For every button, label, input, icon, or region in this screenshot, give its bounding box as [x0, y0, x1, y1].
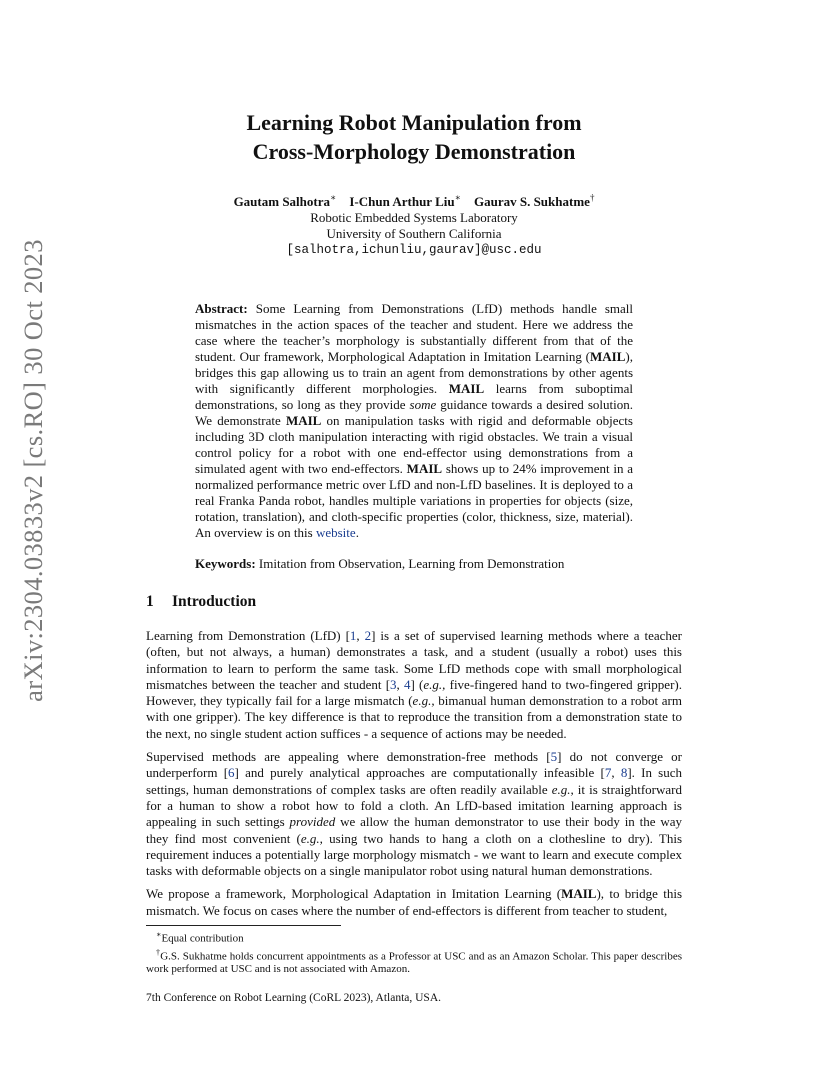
footnote-rule [146, 925, 341, 926]
section-number: 1 [146, 593, 154, 610]
abstract-bold: MAIL [406, 461, 443, 476]
abstract-label: Abstract: [195, 301, 248, 316]
author-names [146, 190, 682, 210]
text: ] do not converge or underperform [ [146, 749, 682, 781]
abstract-bold: MAIL [590, 349, 626, 364]
abstract-text: guidance towards a desired solution. We demonstrate [195, 397, 633, 428]
citation-link[interactable]: 2 [364, 628, 372, 643]
affiliation-university: University of Southern California [326, 226, 502, 242]
citation-link[interactable]: 5 [550, 749, 558, 765]
keywords-label: Keywords: [195, 556, 256, 571]
text: ] is a set of supervised learning methods where a teacher (often, but not always, a human) demonstrates a task, and a student (usually a robot) uses this information to learn to perform the same task. Some LfD methods cope with small morphological mismatches between the teacher and student [ [146, 628, 682, 692]
footnote [146, 928, 682, 946]
footnote [146, 946, 682, 977]
affiliation-lab: Robotic Embedded Systems Laboratory [310, 210, 518, 226]
text: five-fingered hand to two-fingered gripper). However, they typically fail for a large mismatch ( [146, 676, 682, 709]
italic-text: e.g., [412, 693, 435, 709]
author [349, 194, 460, 209]
keywords [195, 556, 633, 572]
paragraph-1 [146, 628, 682, 742]
text: using two hands to hang a cloth on a clothesline to dry). This requirement induces a potentially large morphology mismatch - we want to learn and execute complex tasks with deformable objects on a single manipulator robot using natural human demonstrations. [146, 830, 683, 879]
keywords-text: Imitation from Observation, Learning from Demonstration [255, 556, 565, 571]
abstract-text: ), bridges this gap allowing us to train an agent from demonstrations by other agents with significantly different morphologies. [195, 349, 633, 396]
conference-note: 7th Conference on Robot Learning (CoRL 2023), Atlanta, USA. [146, 992, 442, 1004]
citation-link[interactable]: 3 [390, 676, 397, 692]
author-mark: ∗ [329, 193, 337, 203]
abstract-text: Some Learning from Demonstrations (LfD) methods handle small mismatches in the action spaces of the teacher and student. Here we address the case where the teacher’s morphology is substantially different from that of the student. Our framework, Morphological Adaptation in Imitation Learning ( [195, 301, 633, 364]
italic-text: provided [289, 814, 336, 830]
citation-link[interactable]: 4 [404, 676, 411, 692]
author-name: Gautam Salhotra [233, 194, 330, 210]
author-name: Gaurav S. Sukhatme [473, 194, 590, 210]
title-line-2: Cross-Morphology Demonstration [252, 139, 576, 164]
abstract-text: on manipulation tasks with rigid and deformable objects including 3D cloth manipulation interacting with rigid obstacles. We train a visual control policy for a robot with one end-effector using demonstrations from a simulated agent with two end-effectors. [195, 413, 633, 476]
footnote-mark: ∗ [156, 930, 162, 939]
abstract-text: learns from suboptimal demonstrations, so long as they provide [195, 381, 633, 412]
paragraph-3 [146, 886, 682, 919]
footnote-text: Equal contribution [161, 932, 244, 945]
footnote-text: G.S. Sukhatme holds concurrent appointments as a Professor at USC and as an Amazon Scholar. This paper describes work performed at USC and is not associated with Amazon. [146, 950, 683, 976]
italic-text: e.g., [551, 781, 574, 797]
text: , [356, 628, 365, 643]
abstract-bold: MAIL [448, 381, 485, 396]
italic-text: e.g., [300, 830, 323, 846]
text: it is straightforward for a human to show a robot how to fold a cloth. An LfD-based imitation learning approach is appealing in such settings [146, 781, 682, 830]
abstract-text: . [355, 525, 359, 540]
abstract [195, 301, 633, 541]
title-line-1: Learning Robot Manipulation from [246, 110, 582, 135]
abstract-bold: MAIL [285, 413, 322, 428]
text: we allow the human demonstrator to use their body in the way they find most convenient ( [146, 814, 682, 846]
author-block [146, 190, 682, 258]
footnote-mark: † [156, 947, 161, 957]
citation-link[interactable]: 7 [604, 765, 612, 781]
text: ), to bridge this mismatch. We focus on cases where the number of end-effectors is different from teacher to student, [146, 886, 682, 918]
text: bimanual human demonstration to a robot arm with one gripper). The key difference is that to reproduce the transition from a demonstration state to the next, no single student action suffices - a sequence of actions may be needed. [146, 693, 682, 741]
text: ] and purely analytical approaches are computationally infeasible [ [234, 765, 605, 781]
text: ]. In such settings, human demonstrations of complex tasks are often readily available [146, 765, 682, 797]
section-title: Introduction [172, 593, 257, 610]
text: We propose a framework, Morphological Adaptation in Imitation Learning ( [146, 886, 562, 902]
paper-title [146, 108, 682, 166]
text: , [396, 676, 404, 692]
author [474, 194, 594, 209]
text: , [611, 765, 621, 781]
citation-link[interactable]: 8 [620, 765, 628, 781]
text: Learning from Demonstration (LfD) [ [146, 628, 350, 643]
text: Supervised methods are appealing where demonstration-free methods [ [146, 749, 551, 765]
bold-text: MAIL [561, 886, 597, 902]
section-heading [146, 593, 256, 611]
arxiv-stamp [8, 238, 58, 702]
author-emails: [salhotra,ichunliu,gaurav]@usc.edu [286, 243, 542, 258]
arxiv-id: arXiv:2304.03833v2 [cs.RO] 30 Oct 2023 [17, 238, 48, 702]
author-mark: ∗ [454, 193, 461, 203]
footnotes [146, 928, 682, 976]
abstract-text: shows up to 24% improvement in a normalized performance metric over LfD and non-LfD baselines. It is deployed to a real Franka Panda robot, handles multiple variations in properties for objects (size, rotation, translation), and cloth-specific properties (color, thickness, size, material). An overview is on this [195, 461, 633, 540]
author-name: I-Chun Arthur Liu [349, 194, 455, 210]
abstract-italic: some [409, 397, 437, 412]
body-text [146, 628, 682, 926]
website-link[interactable]: website [315, 525, 356, 540]
italic-text: e.g., [423, 676, 446, 692]
text: ] ( [410, 676, 424, 692]
citation-link[interactable]: 1 [349, 628, 357, 643]
author [234, 194, 337, 209]
author-mark: † [589, 193, 595, 203]
citation-link[interactable]: 6 [228, 765, 235, 781]
paragraph-2 [146, 749, 682, 879]
